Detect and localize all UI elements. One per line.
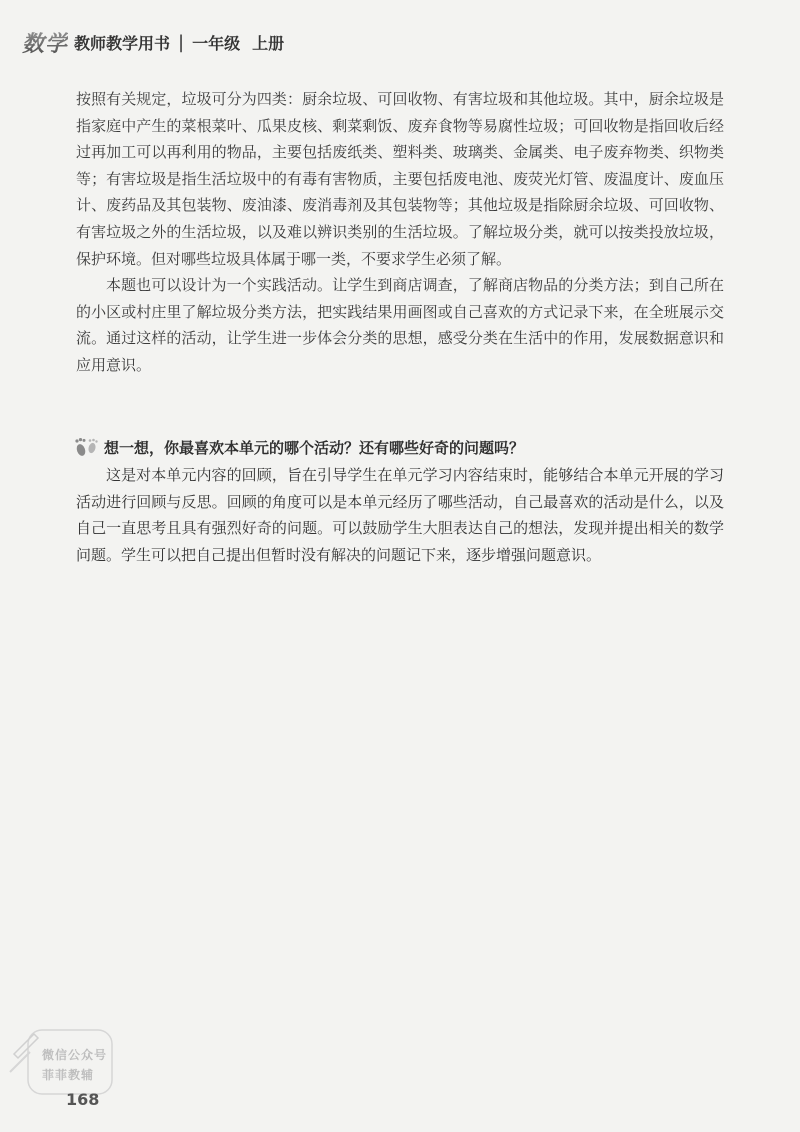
watermark-line1: 微信公众号 — [42, 1048, 108, 1062]
footprint-icon — [72, 436, 100, 458]
section-body: 这是对本单元内容的回顾，旨在引导学生在单元学习内容结束时，能够结合本单元开展的学习活动进行回顾与反思。回顾的角度可以是本单元经历了哪些活动，自己最喜欢的活动是什么，以及自己一直思考且具有强烈好奇的问题。可以鼓励学生大胆表达自己的想法，发现并提出相关的数学问题。学生可以把自己提出但暂时没有解决的问题记下来，逐步增强问题意识。 — [76, 466, 724, 564]
section-heading — [76, 434, 724, 460]
volume-label: 上册 — [252, 33, 285, 53]
body-text — [76, 86, 724, 379]
header-separator: | — [178, 31, 185, 53]
book-title: 教师教学用书 — [74, 33, 171, 53]
paragraph-garbage-classification: 按照有关规定，垃圾可分为四类：厨余垃圾、可回收物、有害垃圾和其他垃圾。其中，厨余垃圾是指家庭中产生的菜根菜叶、瓜果皮核、剩菜剩饭、废弃食物等易腐性垃圾；可回收物是指回收后经过再加工可以再利用的物品，主要包括废纸类、塑料类、玻璃类、金属类、电子废弃物类、织物类等；有害垃圾是指生活垃圾中的有毒有害物质，主要包括废电池、废荧光灯管、废温度计、废血压计、废药品及其包装物、废油漆、废消毒剂及其包装物等；其他垃圾是指除厨余垃圾、可回收物、有害垃圾之外的生活垃圾，以及难以辨识类别的生活垃圾。了解垃圾分类，就可以按类投放垃圾，保护环境。但对哪些垃圾具体属于哪一类，不要求学生必须了解。 — [76, 90, 724, 268]
grade-label: 一年级 — [192, 33, 241, 53]
subject-logo: 数学 — [22, 27, 68, 58]
page-number: 168 — [66, 1090, 100, 1109]
section-title: 想一想，你最喜欢本单元的哪个活动？还有哪些好奇的问题吗？ — [104, 438, 525, 457]
page-header — [22, 24, 284, 60]
paragraph-practice-activity: 本题也可以设计为一个实践活动。让学生到商店调查，了解商店物品的分类方法；到自己所在的小区或村庄里了解垃圾分类方法，把实践结果用画图或自己喜欢的方式记录下来，在全班展示交流。通过这样的活动，让学生进一步体会分类的思想，感受分类在生活中的作用，发展数据意识和应用意识。 — [76, 276, 724, 374]
reflection-section — [76, 434, 724, 568]
watermark-line2: 菲菲教辅 — [42, 1068, 95, 1082]
